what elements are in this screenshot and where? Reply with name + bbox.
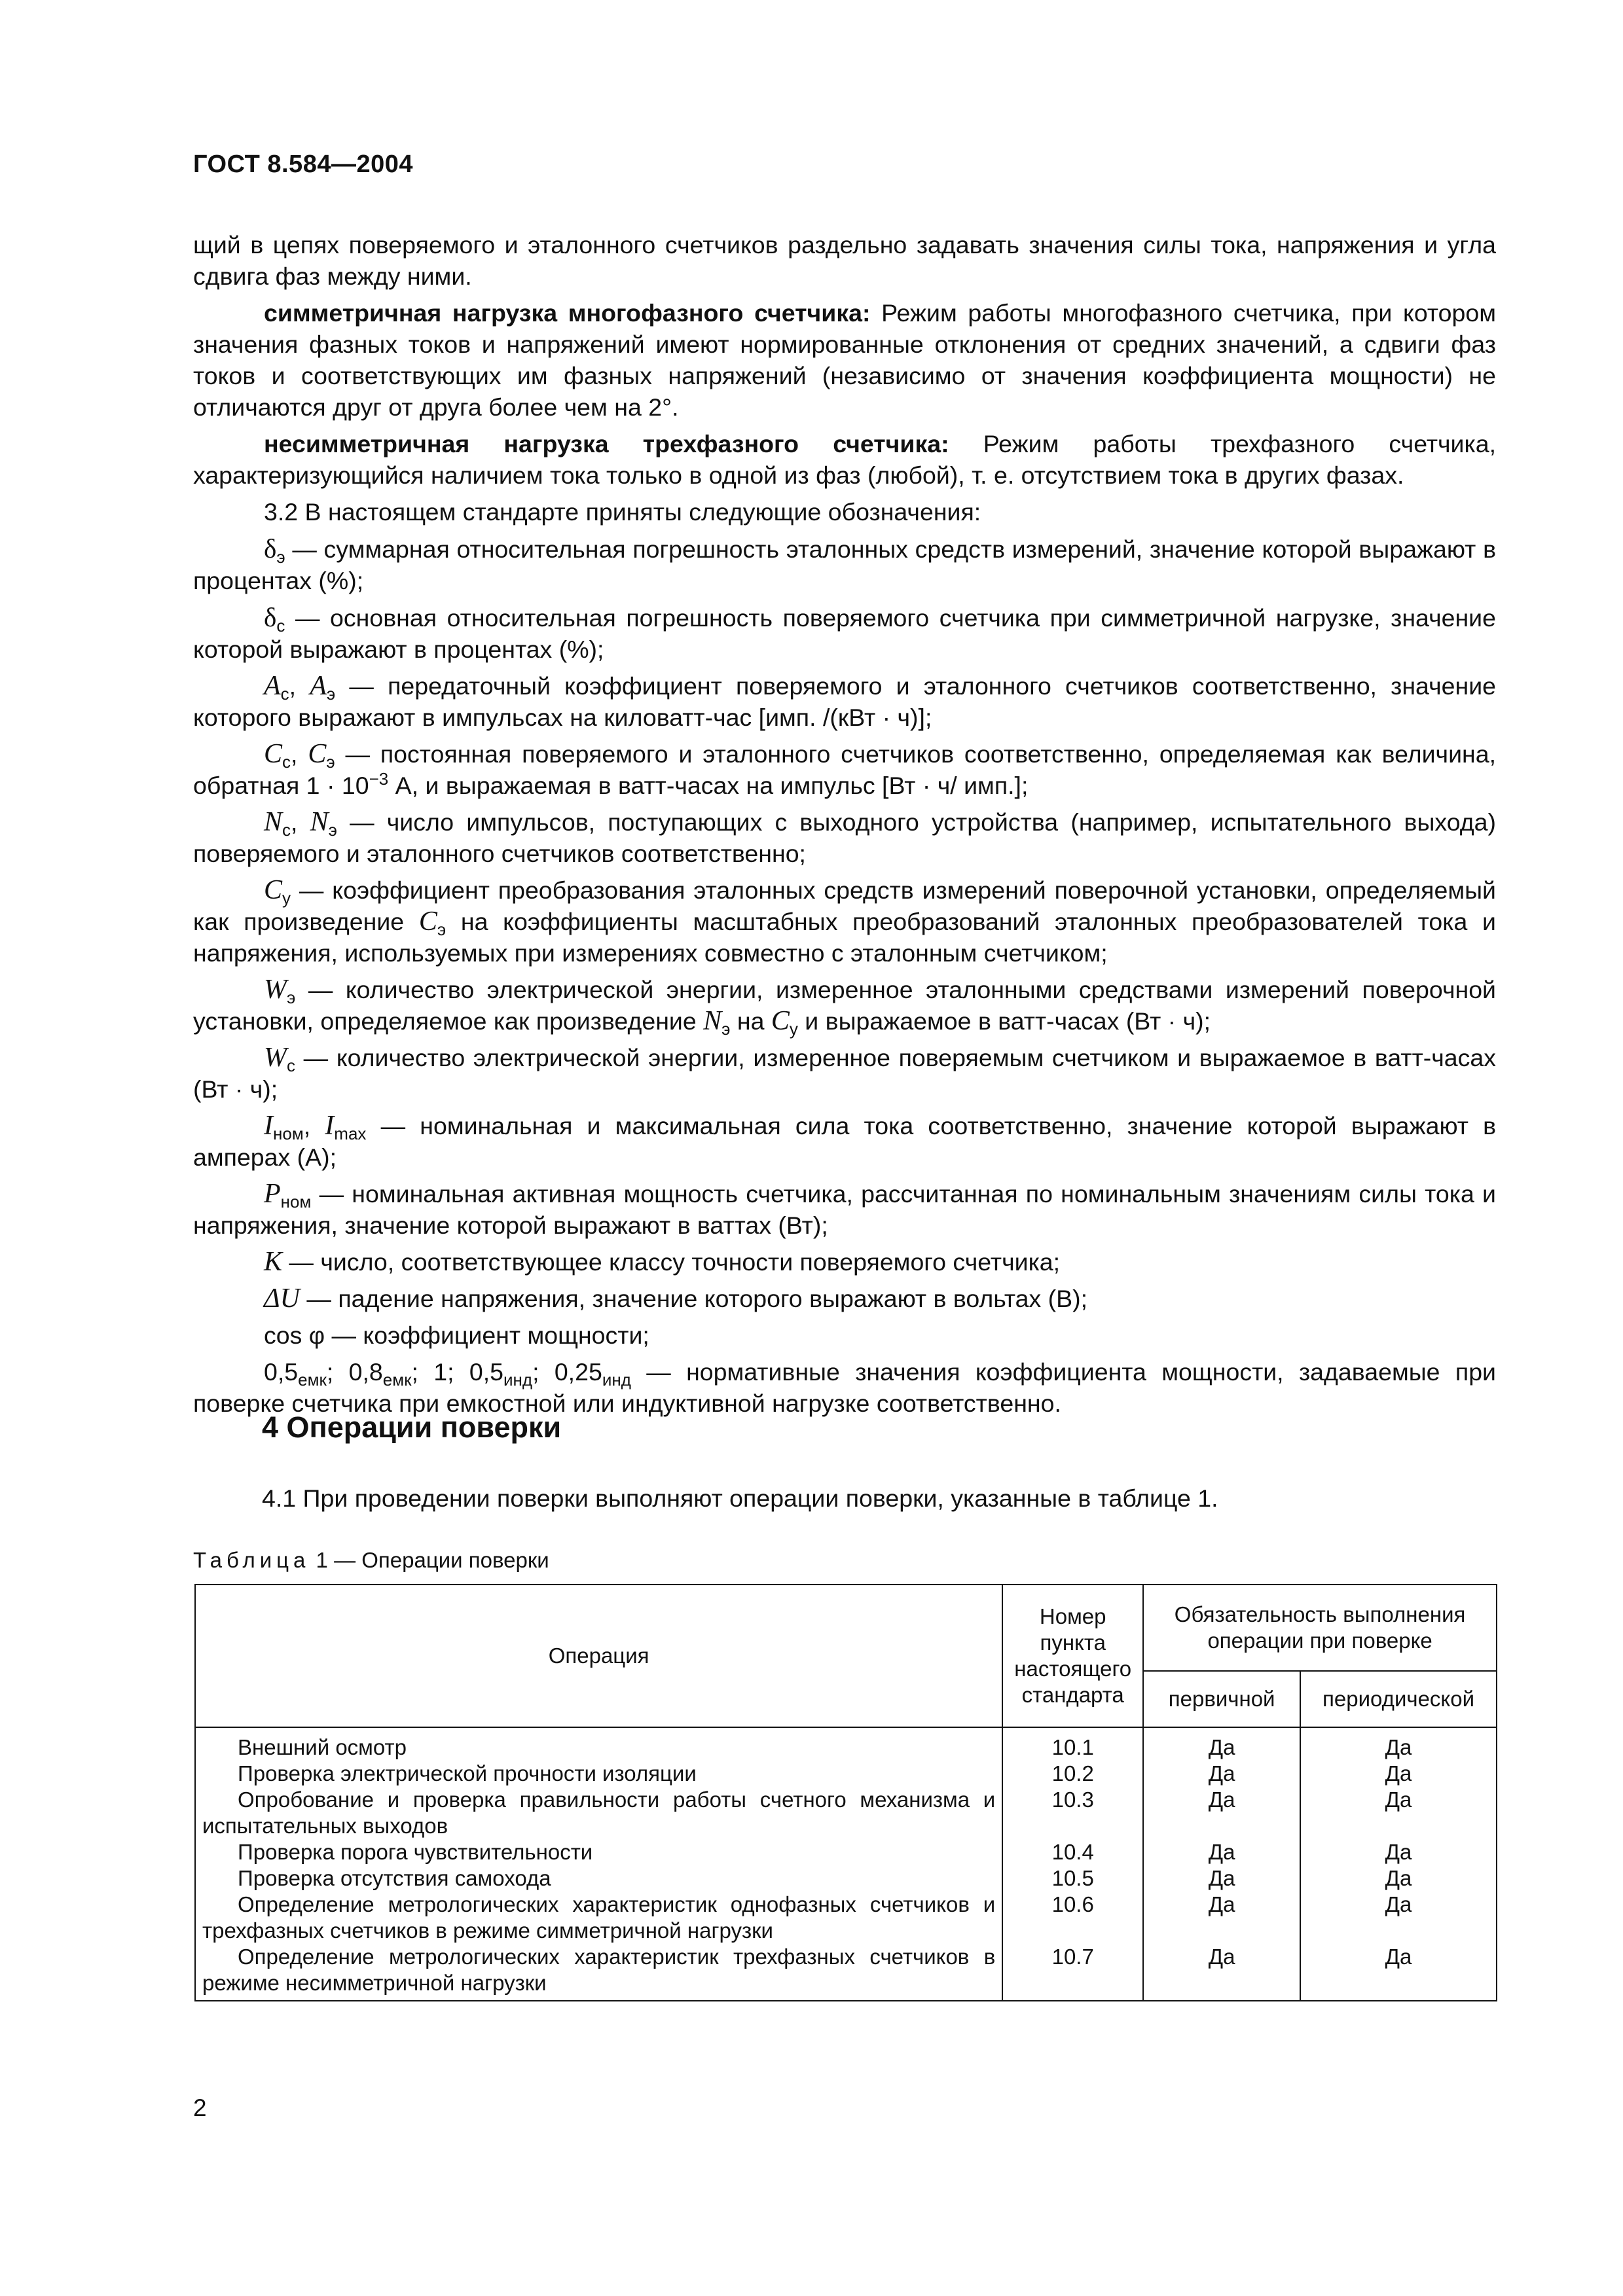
notation-text: и выражаемое в ватт-часах (Вт · ч); [797,1007,1211,1035]
symbol: P [264,1179,281,1209]
section-title: 4 Операции поверки [262,1410,562,1444]
symbol: W [264,975,287,1005]
document-header: ГОСТ 8.584—2004 [193,151,413,178]
cell-primary: Да [1143,1892,1300,1944]
table-row [195,1727,1497,1761]
table-row [195,1761,1497,1787]
notation-p [193,1178,1496,1241]
cell-clause: 10.6 [1002,1892,1143,1944]
table-row [195,1944,1497,2001]
symbol: C [264,739,283,769]
term: несимметричная нагрузка трехфазного счетчика: [264,430,949,457]
symbol: δ [264,602,277,632]
cell-clause: 10.5 [1002,1865,1143,1892]
cell-operation [195,1839,1002,1865]
cell-primary: Да [1143,1787,1300,1839]
term: симметричная нагрузка многофазного счетчика: [264,299,871,327]
operation-text: Опробование и проверка правильности работы счетного механизма и испытательных выходов [202,1787,996,1838]
value: 0,5 [264,1358,299,1386]
notation-text: — число импульсов, поступающих с выходного устройства (например, испытательного выхода) поверяемого и эталонного счетчиков соответственно; [193,808,1496,867]
subscript: ном [273,1124,304,1143]
notation-delta-u [193,1283,1496,1314]
table-caption [193,1548,549,1573]
notation-text: — нормативные значения коэффициента мощности, задаваемые при поверке счетчика при емкостной или индуктивной нагрузке соответственно. [193,1358,1496,1417]
operation-text: Проверка электрической прочности изоляции [238,1761,697,1785]
notation-text: — постоянная поверяемого и эталонного счетчиков соответственно, определяемая как величина, обратная 1 · 10 [193,740,1496,799]
cell-periodic: Да [1300,1892,1497,1944]
subscript: ном [280,1192,312,1211]
subscript: э [721,1019,731,1039]
symbol: C [264,875,283,905]
cell-clause: 10.1 [1002,1727,1143,1761]
definition-text: Режим работы трехфазного счетчика, характеризующийся наличием тока только в одной из фаз (любой), т. е. отсутствием тока в других фазах. [193,430,1496,489]
value: ; 0,25 [532,1358,602,1386]
symbol: C [418,906,437,937]
subscript: э [328,820,337,840]
caption-text: 1 — Операции поверки [310,1548,549,1572]
symbol: N [703,1006,722,1036]
table-row [195,1787,1497,1839]
notation-k [193,1246,1496,1278]
notation-text: — число, соответствующее классу точности поверяемого счетчика; [282,1248,1061,1276]
cell-periodic: Да [1300,1727,1497,1761]
symbol: N [310,807,329,837]
page-number: 2 [193,2094,207,2121]
operation-text: Проверка отсутствия самохода [238,1866,551,1890]
cell-operation [195,1865,1002,1892]
notation-cy [193,874,1496,969]
notation-w-c [193,1042,1496,1105]
symbol: K [264,1247,283,1277]
subscript: c [287,1056,295,1075]
cell-operation [195,1892,1002,1944]
definition-asymmetric-load [193,428,1496,491]
header-periodic: периодической [1300,1671,1497,1727]
table-row [195,1892,1497,1944]
notation-power-factor-values [193,1356,1496,1419]
symbol: δ [264,533,277,564]
paragraph-continuation: щий в цепях поверяемого и эталонного счетчиков раздельно задавать значения силы тока, напряжения и угла сдвига фаз между ними. [193,231,1496,290]
clause-3-2: 3.2 В настоящем стандарте приняты следующие обозначения: [264,498,981,526]
subscript: э [437,920,447,939]
value: ; 1; 0,5 [411,1358,503,1386]
symbol: W [264,1043,287,1073]
cell-primary: Да [1143,1865,1300,1892]
cell-clause: 10.2 [1002,1761,1143,1787]
body-text [193,229,1496,1424]
notation-text: — падение напряжения, значение которого выражают в вольтах (В); [299,1285,1088,1312]
clause-4-1: 4.1 При проведении поверки выполняют операции поверки, указанные в таблице 1. [262,1484,1218,1512]
cell-periodic: Да [1300,1839,1497,1865]
cell-operation [195,1787,1002,1839]
cell-primary: Да [1143,1761,1300,1787]
symbol: I [264,1111,273,1141]
symbol: I [325,1111,335,1141]
notation-text: А, и выражаемая в ватт-часах на импульс [Вт · ч/ имп.]; [388,772,1029,799]
table-row [195,1865,1497,1892]
notation-text: — суммарная относительная погрешность эталонных средств измерений, значение которой выражают в процентах (%); [193,535,1496,594]
cell-operation [195,1761,1002,1787]
cell-operation [195,1727,1002,1761]
value: ; 0,8 [326,1358,383,1386]
notation-text: — основная относительная погрешность поверяемого счетчика при симметричной нагрузке, значение которой выражают в процентах (%); [193,604,1496,663]
symbol: ΔU [264,1283,300,1314]
operation-text: Внешний осмотр [238,1735,407,1759]
subscript: c [282,752,291,772]
cell-operation [195,1944,1002,2001]
notation-i: $I_{ном}$, $I_{max}$ — номинальная и максимальная сила тока соответственно, значение которой выражают в амперах (А); [193,1111,1497,1171]
notation-w-e [193,974,1496,1037]
cell-primary: Да [1143,1944,1300,2001]
notation-a: $A_c$, $A_э$ — передаточный коэффициент поверяемого и эталонного счетчиков соответственно, значение которого выражают в импульсах на киловатт-час [имп. /(кВт · ч)]; [193,671,1496,731]
symbol: A [310,671,327,701]
cell-clause: 10.4 [1002,1839,1143,1865]
cell-clause: 10.7 [1002,1944,1143,2001]
symbol: C [771,1006,790,1036]
subscript: max [334,1124,367,1143]
operation-text: Определение метрологических характеристик трехфазных счетчиков в режиме несимметричной нагрузки [202,1945,996,1995]
header-operation: Операция [195,1585,1002,1727]
notation-text: на коэффициенты масштабных преобразований эталонных преобразователей тока и напряжения, используемых при измерениях совместно с эталонным счетчиком; [193,908,1496,967]
notation-text: — коэффициент преобразования эталонных средств измерений поверочной установки, определяемый как произведение [193,876,1496,935]
symbol: C [308,739,327,769]
caption-label: Таблица [193,1548,310,1572]
operation-text: Проверка порога чувствительности [238,1840,593,1864]
subscript: емк [382,1370,412,1390]
definition-text: Режим работы многофазного счетчика, при котором значения фазных токов и напряжений имеют нормированные отклонения от средних значений, а сдвиги фаз токов и соответствующих им фазных напряжений (независимо от значения коэффициента мощности) не отличаются друг от друга более чем на 2°. [193,299,1496,421]
subscript: э [326,684,336,704]
notation-text: — номинальная и максимальная сила тока соответственно, значение которой выражают в амперах (А); [193,1112,1497,1171]
subscript: у [282,888,291,908]
subscript: c [276,616,285,636]
notation-delta-c [193,601,1496,665]
operation-text: Определение метрологических характеристик однофазных счетчиков и трехфазных счетчиков в режиме симметричной нагрузки [202,1892,996,1943]
cell-primary: Да [1143,1839,1300,1865]
notation-text: на [730,1007,771,1035]
cell-periodic: Да [1300,1865,1497,1892]
notation-delta-e [193,533,1496,596]
subscript: э [287,988,296,1007]
subscript: c [280,684,289,704]
subscript: c [282,820,291,840]
notation-cos-phi: cos φ — коэффициент мощности; [264,1321,649,1349]
cell-clause: 10.3 [1002,1787,1143,1839]
notation-c: $C_c$, $C_э$ — постоянная поверяемого и эталонного счетчиков соответственно, определяемая как величина, обратная $1 \cdot 10^{-3}$ А, и выражаемая в ватт-часах на импульс [Вт · ч/ имп.]; [193,739,1496,799]
notation-text: — количество электрической энергии, измеренное поверяемым счетчиком и выражаемое в ватт-часах (Вт · ч); [193,1044,1496,1103]
cell-primary: Да [1143,1727,1300,1761]
subscript: э [276,547,285,567]
definition-symmetric-load [193,297,1496,423]
header-obligation: Обязательность выполнения операции при поверке [1143,1585,1497,1671]
subscript: емк [298,1370,327,1390]
cell-periodic: Да [1300,1761,1497,1787]
cell-periodic: Да [1300,1944,1497,2001]
notation-text: — номинальная активная мощность счетчика, рассчитанная по номинальным значениям силы тока и напряжения, значение которой выражают в ваттах (Вт); [193,1180,1496,1239]
notation-n: $N_c$, $N_э$ — число импульсов, поступающих с выходного устройства (например, испытательного выхода) поверяемого и эталонного счетчиков соответственно; [193,807,1496,867]
symbol: N [264,807,283,837]
notation-text: — передаточный коэффициент поверяемого и эталонного счетчиков соответственно, значение которого выражают в импульсах на киловатт-час [имп. /(кВт · ч)]; [193,672,1496,731]
subscript: инд [503,1370,533,1390]
subscript: инд [602,1370,631,1390]
subscript: у [789,1019,798,1039]
operations-table [194,1584,1497,2001]
header-clause-number: Номер пункта настоящего стандарта [1002,1585,1143,1727]
cell-periodic: Да [1300,1787,1497,1839]
table-row [195,1839,1497,1865]
header-primary: первичной [1143,1671,1300,1727]
subscript: э [326,752,335,772]
notation-text: — количество электрической энергии, измеренное эталонными средствами измерений поверочной установки, определяемое как произведение [193,976,1496,1035]
symbol: A [264,671,281,701]
superscript: −3 [369,769,389,789]
